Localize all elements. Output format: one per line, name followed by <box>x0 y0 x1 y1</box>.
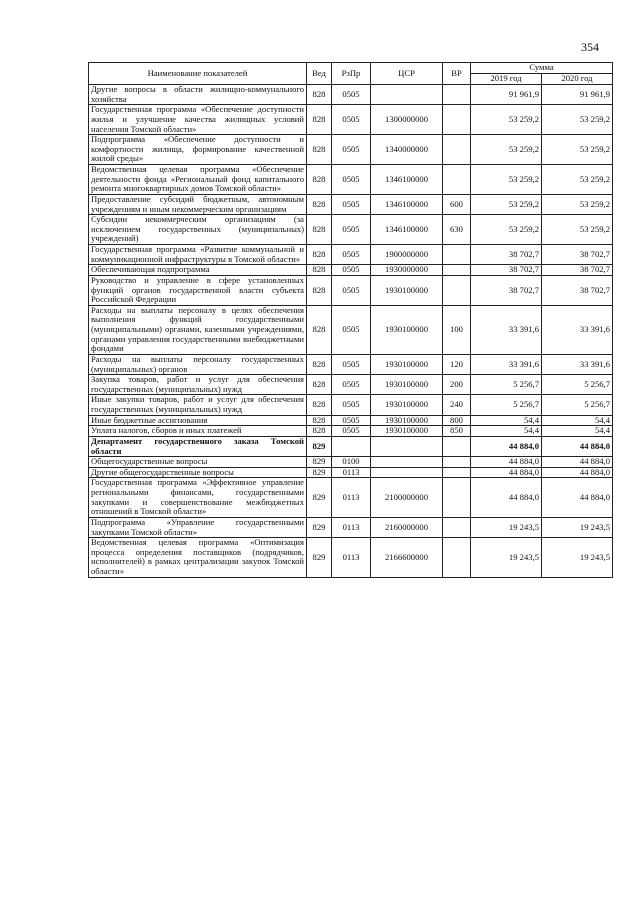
table-row <box>89 275 613 305</box>
row-ved: 828 <box>307 245 332 265</box>
table-header <box>89 63 613 85</box>
row-value-2020: 53 259,2 <box>542 165 613 195</box>
budget-table <box>88 62 613 578</box>
row-rzpr <box>332 436 371 456</box>
row-value-2020: 53 259,2 <box>542 215 613 245</box>
row-csr <box>371 467 443 478</box>
row-value-2019: 44 884,0 <box>471 436 542 456</box>
row-csr: 1930100000 <box>371 415 443 426</box>
row-rzpr: 0505 <box>332 165 371 195</box>
row-rzpr: 0505 <box>332 426 371 437</box>
row-name: Общегосударственные вопросы <box>89 457 307 468</box>
row-name: Уплата налогов, сборов и иных платежей <box>89 426 307 437</box>
row-rzpr: 0113 <box>332 538 371 578</box>
row-name: Государственная программа «Развитие коммунальной и коммуникационной инфраструктуры в Томской области» <box>89 245 307 265</box>
row-csr: 1930000000 <box>371 265 443 276</box>
row-value-2019: 44 884,0 <box>471 478 542 518</box>
row-ved: 828 <box>307 375 332 395</box>
row-name: Предоставление субсидий бюджетным, автономным учреждениям и иным некоммерческим организациям <box>89 194 307 214</box>
row-vr: 200 <box>443 375 471 395</box>
table-row <box>89 415 613 426</box>
row-name: Государственная программа «Обеспечение доступности жилья и улучшение качества жилищных условий населения Томской области» <box>89 105 307 135</box>
row-value-2020: 33 391,6 <box>542 305 613 354</box>
row-value-2019: 44 884,0 <box>471 457 542 468</box>
row-csr: 1346100000 <box>371 165 443 195</box>
row-vr <box>443 275 471 305</box>
row-vr: 600 <box>443 194 471 214</box>
row-value-2020: 91 961,9 <box>542 85 613 105</box>
row-rzpr: 0100 <box>332 457 371 468</box>
row-csr: 1930100000 <box>371 354 443 374</box>
header-year-2019: 2019 год <box>471 74 542 85</box>
row-value-2019: 19 243,5 <box>471 517 542 537</box>
row-rzpr: 0505 <box>332 395 371 415</box>
header-ved: Вед <box>307 63 332 85</box>
table-row <box>89 538 613 578</box>
row-rzpr: 0505 <box>332 375 371 395</box>
row-value-2020: 53 259,2 <box>542 105 613 135</box>
header-vr: ВР <box>443 63 471 85</box>
row-rzpr: 0505 <box>332 85 371 105</box>
row-name: Закупка товаров, работ и услуг для обеспечения государственных (муниципальных) нужд <box>89 375 307 395</box>
row-value-2020: 53 259,2 <box>542 194 613 214</box>
header-sum: Сумма <box>471 63 613 74</box>
row-vr <box>443 135 471 165</box>
row-value-2020: 5 256,7 <box>542 375 613 395</box>
row-ved: 828 <box>307 85 332 105</box>
table-row <box>89 467 613 478</box>
row-name: Другие вопросы в области жилищно-коммунального хозяйства <box>89 85 307 105</box>
row-csr: 1930100000 <box>371 426 443 437</box>
row-name: Субсидии некоммерческим организациям (за исключением государственных (муниципальных) учреждений) <box>89 215 307 245</box>
table-row <box>89 194 613 214</box>
row-name: Другие общегосударственные вопросы <box>89 467 307 478</box>
table-row <box>89 265 613 276</box>
row-rzpr: 0505 <box>332 415 371 426</box>
row-name: Иные бюджетные ассигнования <box>89 415 307 426</box>
table-row <box>89 245 613 265</box>
row-vr: 850 <box>443 426 471 437</box>
row-rzpr: 0505 <box>332 215 371 245</box>
row-vr <box>443 467 471 478</box>
row-value-2019: 38 702,7 <box>471 275 542 305</box>
page-number: 354 <box>581 40 599 54</box>
row-value-2020: 38 702,7 <box>542 265 613 276</box>
row-name: Ведомственная целевая программа «Оптимизация процесса определения поставщиков (подрядчиков, исполнителей) в рамках централизации закупок Томской области» <box>89 538 307 578</box>
row-value-2019: 19 243,5 <box>471 538 542 578</box>
row-ved: 828 <box>307 354 332 374</box>
row-value-2019: 33 391,6 <box>471 354 542 374</box>
header-csr: ЦСР <box>371 63 443 85</box>
row-name: Ведомственная целевая программа «Обеспечение деятельности фонда «Региональный фонд капитального ремонта многоквартирных домов Томской области» <box>89 165 307 195</box>
row-value-2020: 5 256,7 <box>542 395 613 415</box>
row-vr <box>443 165 471 195</box>
row-vr: 100 <box>443 305 471 354</box>
row-ved: 828 <box>307 105 332 135</box>
row-ved: 829 <box>307 517 332 537</box>
row-csr <box>371 457 443 468</box>
row-ved: 829 <box>307 478 332 518</box>
row-ved: 828 <box>307 415 332 426</box>
row-ved: 828 <box>307 215 332 245</box>
row-csr: 1900000000 <box>371 245 443 265</box>
row-vr: 800 <box>443 415 471 426</box>
row-vr <box>443 478 471 518</box>
table-row <box>89 135 613 165</box>
row-value-2019: 53 259,2 <box>471 194 542 214</box>
row-vr: 240 <box>443 395 471 415</box>
row-value-2019: 53 259,2 <box>471 165 542 195</box>
row-rzpr: 0505 <box>332 245 371 265</box>
row-vr <box>443 85 471 105</box>
table-row <box>89 105 613 135</box>
table-row <box>89 215 613 245</box>
row-csr: 2166600000 <box>371 538 443 578</box>
row-vr <box>443 245 471 265</box>
row-ved: 829 <box>307 457 332 468</box>
row-rzpr: 0113 <box>332 478 371 518</box>
table-row <box>89 478 613 518</box>
row-ved: 828 <box>307 395 332 415</box>
row-vr <box>443 105 471 135</box>
row-name: Государственная программа «Эффективное управление региональными финансами, государственными закупками и совершенствование межбюджетных отношений в Томской области» <box>89 478 307 518</box>
table-row <box>89 305 613 354</box>
row-csr: 1930100000 <box>371 305 443 354</box>
row-value-2019: 44 884,0 <box>471 467 542 478</box>
table-row <box>89 165 613 195</box>
row-rzpr: 0505 <box>332 265 371 276</box>
table-row <box>89 375 613 395</box>
row-value-2020: 38 702,7 <box>542 275 613 305</box>
row-csr: 1340000000 <box>371 135 443 165</box>
row-vr <box>443 538 471 578</box>
row-rzpr: 0505 <box>332 135 371 165</box>
row-value-2020: 19 243,5 <box>542 517 613 537</box>
row-value-2019: 33 391,6 <box>471 305 542 354</box>
row-value-2020: 53 259,2 <box>542 135 613 165</box>
row-value-2020: 38 702,7 <box>542 245 613 265</box>
row-vr <box>443 517 471 537</box>
row-value-2019: 54,4 <box>471 415 542 426</box>
row-name: Подпрограмма «Управление государственными закупками Томской области» <box>89 517 307 537</box>
row-rzpr: 0113 <box>332 467 371 478</box>
row-value-2019: 5 256,7 <box>471 395 542 415</box>
table-body <box>89 85 613 578</box>
table-row <box>89 426 613 437</box>
row-value-2020: 44 884,0 <box>542 467 613 478</box>
table-row <box>89 517 613 537</box>
header-year-2020: 2020 год <box>542 74 613 85</box>
row-vr: 630 <box>443 215 471 245</box>
row-rzpr: 0505 <box>332 305 371 354</box>
row-value-2019: 38 702,7 <box>471 245 542 265</box>
row-csr <box>371 85 443 105</box>
table-row <box>89 436 613 456</box>
row-rzpr: 0505 <box>332 105 371 135</box>
row-value-2020: 33 391,6 <box>542 354 613 374</box>
row-value-2019: 53 259,2 <box>471 135 542 165</box>
row-value-2019: 54,4 <box>471 426 542 437</box>
table-row <box>89 457 613 468</box>
row-ved: 828 <box>307 275 332 305</box>
row-value-2020: 54,4 <box>542 415 613 426</box>
row-rzpr: 0505 <box>332 354 371 374</box>
row-value-2019: 53 259,2 <box>471 215 542 245</box>
row-vr <box>443 436 471 456</box>
row-csr: 1300000000 <box>371 105 443 135</box>
row-value-2019: 91 961,9 <box>471 85 542 105</box>
row-value-2019: 38 702,7 <box>471 265 542 276</box>
row-vr <box>443 457 471 468</box>
row-value-2019: 5 256,7 <box>471 375 542 395</box>
row-value-2020: 44 884,0 <box>542 457 613 468</box>
row-name: Подпрограмма «Обеспечение доступности и комфортности жилища, формирование качественной жилой среды» <box>89 135 307 165</box>
row-vr <box>443 265 471 276</box>
row-name: Расходы на выплаты персоналу государственных (муниципальных) органов <box>89 354 307 374</box>
row-rzpr: 0113 <box>332 517 371 537</box>
row-name: Иные закупки товаров, работ и услуг для обеспечения государственных (муниципальных) нужд <box>89 395 307 415</box>
row-ved: 828 <box>307 194 332 214</box>
row-ved: 828 <box>307 135 332 165</box>
row-csr: 1930100000 <box>371 395 443 415</box>
row-ved: 828 <box>307 265 332 276</box>
header-name: Наименование показателей <box>89 63 307 85</box>
row-ved: 828 <box>307 305 332 354</box>
table-row <box>89 85 613 105</box>
row-ved: 829 <box>307 467 332 478</box>
table-row <box>89 395 613 415</box>
row-name: Руководство и управление в сфере установленных функций органов государственной власти субъекта Российской Федерации <box>89 275 307 305</box>
row-name: Департамент государственного заказа Томской области <box>89 436 307 456</box>
row-csr: 2160000000 <box>371 517 443 537</box>
table-row <box>89 354 613 374</box>
row-csr: 1346100000 <box>371 215 443 245</box>
row-csr: 2100000000 <box>371 478 443 518</box>
row-value-2019: 53 259,2 <box>471 105 542 135</box>
row-ved: 829 <box>307 538 332 578</box>
row-csr <box>371 436 443 456</box>
row-name: Расходы на выплаты персоналу в целях обеспечения выполнения функций государственными (муниципальными) органами, казенными учреждениями, органами управления государственными внебюджетными фондами <box>89 305 307 354</box>
row-rzpr: 0505 <box>332 194 371 214</box>
row-vr: 120 <box>443 354 471 374</box>
header-rzpr: РзПр <box>332 63 371 85</box>
row-csr: 1346100000 <box>371 194 443 214</box>
row-value-2020: 54,4 <box>542 426 613 437</box>
row-csr: 1930100000 <box>371 375 443 395</box>
row-ved: 828 <box>307 426 332 437</box>
row-csr: 1930100000 <box>371 275 443 305</box>
row-value-2020: 44 884,0 <box>542 436 613 456</box>
row-rzpr: 0505 <box>332 275 371 305</box>
row-name: Обеспечивающая подпрограмма <box>89 265 307 276</box>
row-value-2020: 44 884,0 <box>542 478 613 518</box>
row-ved: 828 <box>307 165 332 195</box>
row-ved: 829 <box>307 436 332 456</box>
row-value-2020: 19 243,5 <box>542 538 613 578</box>
